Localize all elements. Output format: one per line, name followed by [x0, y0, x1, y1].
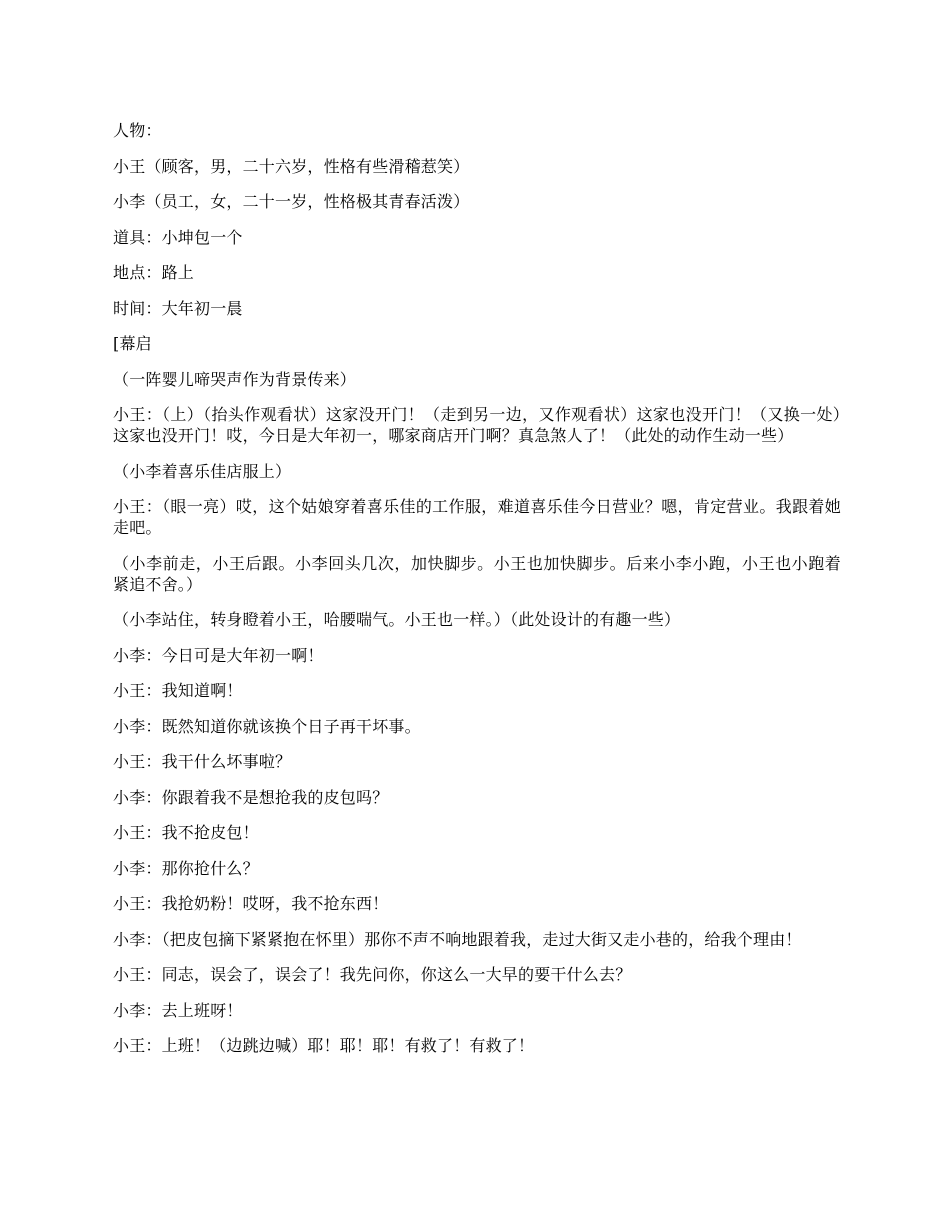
- stage-direction: （小李站住，转身瞪着小王，哈腰喘气。小王也一样。）（此处设计的有趣一些）: [113, 610, 681, 629]
- time-line: 时间：大年初一晨: [113, 298, 243, 318]
- dialogue-line: 小王：（上）（抬头作观看状）这家没开门！（走到另一边，又作观看状）这家也没开门！（又换一处）这家也没开门！哎，今日是大年初一，哪家商店开门啊？真急煞人了！（此处的动作生动一些）: [113, 405, 841, 445]
- dialogue-line: 小王：我干什么坏事啦？: [113, 752, 292, 771]
- dialogue-line: 小王：我知道啊！: [113, 681, 243, 700]
- dialogue-line: 小王：我不抢皮包！: [113, 823, 259, 842]
- cast-heading: 人物：: [113, 121, 162, 140]
- stage-direction: （小李前走，小王后跟。小李回头几次，加快脚步。小王也加快脚步。后来小李小跑，小王也小跑着紧追不舍。）: [113, 553, 841, 594]
- document-body: [113, 120, 841, 1071]
- dialogue-line: 小李：你跟着我不是想抢我的皮包吗？: [113, 787, 389, 807]
- dialogue-line: 小李：那你抢什么？: [113, 858, 259, 878]
- dialogue-line: 小李：（把皮包摘下紧紧抱在怀里）那你不声不响地跟着我，走过大街又走小巷的，给我个理由！: [113, 929, 802, 949]
- dialogue-line: 小王：（眼一亮）哎，这个姑娘穿着喜乐佳的工作服，难道喜乐佳今日营业？嗯，肯定营业。我跟着她走吧。: [113, 497, 841, 537]
- location-line: 地点：路上: [113, 263, 195, 282]
- props-line: 道具：小坤包一个: [113, 227, 243, 247]
- cast-xiaowang: 小王（顾客，男，二十六岁，性格有些滑稽惹笑）: [113, 156, 470, 176]
- dialogue-line: 小李：去上班呀！: [113, 1000, 243, 1020]
- dialogue-line: 小李：既然知道你就该换个日子再干坏事。: [113, 716, 421, 736]
- dialogue-line: 小王：同志，误会了，误会了！我先问你，你这么一大早的要干什么去？: [113, 965, 632, 984]
- stage-direction: （小李着喜乐佳店服上）: [113, 461, 292, 481]
- dialogue-line: 小王：我抢奶粉！哎呀，我不抢东西！: [113, 894, 389, 913]
- dialogue-line: 小李：今日可是大年初一啊！: [113, 645, 324, 665]
- cast-xiaoli: 小李（员工，女，二十一岁，性格极其青春活泼）: [113, 192, 470, 211]
- dialogue-line: 小王：上班！（边跳边喊）耶！耶！耶！有救了！有救了！: [113, 1036, 535, 1055]
- curtain-open: [幕启: [113, 334, 152, 353]
- stage-direction: （一阵婴儿啼哭声作为背景传来）: [113, 369, 357, 389]
